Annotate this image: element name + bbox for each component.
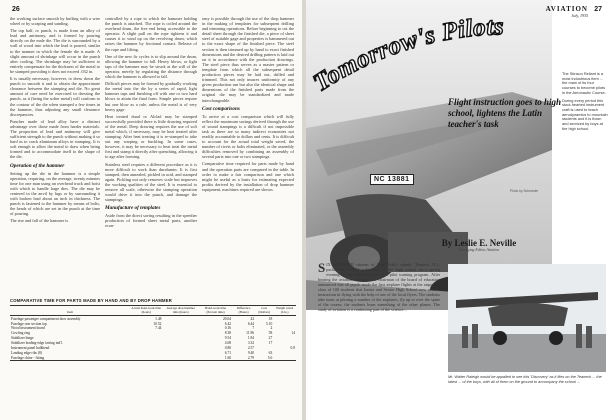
paragraph: Punches made of lead alloy have a distinct advantage over those made from harder materials. The proportion of lead and antimony will give sufficient strength to the punch without making it so hard as to crack aluminum alloys in stamping. It is soft enough to allow the metal to draw when being formed and to accommodate itself to the shape of the die. <box>10 118 100 160</box>
table-header: Weight saved (Lbs.) <box>273 306 296 316</box>
table-cell-value: 17 <box>268 341 273 346</box>
paragraph: Heat treated dural or Alclad may be stamped successfully provided there is little drawing required of the metal. Deep drawing requires the use of soft metal which, if necessary, may be heat treated after stamping. After heat treating it is re-stamped to take out any warping or buckling. In some cases, however, it may be necessary to heat treat the metal first and stamp it directly after quenching, allowing it to age after forming. <box>105 113 197 160</box>
table-cell-value: 6.71 <box>224 350 232 355</box>
comparison-table <box>10 298 296 361</box>
table-title: COMPARATIVE TIME FOR PARTS MADE BY HAND AND BY DROP HAMMER <box>10 298 172 303</box>
paragraph: To arrive at a cost comparison which will fully reflect the maximum savings derived through the use of sound stampings is a difficult if not impossible task as there are so many indirect economies not readily accountable to dollars and cents. It is difficult to account for the actual total weight saved, the number of rivets or bolts eliminated, or the assembly difficulties removed by combining an assembly of several parts into one or two stampings. <box>202 113 294 160</box>
table-cell-value: 1.48 <box>155 316 162 321</box>
table-header: Item <box>10 306 130 316</box>
table-cell-value: 14 <box>291 331 295 336</box>
table-cell-value: 9.40 <box>247 350 255 355</box>
table-cell-value: 20.64 <box>222 316 232 321</box>
table-cell-value: 3.32 <box>247 341 255 346</box>
table-cell-value: 1.84 <box>247 336 255 341</box>
table-cell-value: 7 <box>252 326 255 331</box>
table-cell-value: 7.44 <box>155 326 162 331</box>
photo-credit: Photo by Schroeder <box>510 189 539 193</box>
table-cell-item: Wood instrument board <box>11 326 45 331</box>
table-header: Average drop hammer time (hours) <box>162 306 199 316</box>
table-cell-item: Fuselage rear section top <box>11 321 47 326</box>
section-heading: Cost comparisons <box>202 105 240 112</box>
paragraph: One of the new fir cycles is to slip around the drum, allowing the hammer to fall. Heavy blows, or light taps of the hammer may be struck at the will of the operator, merely by regulating the distance through which the hammer is allowed to fall. <box>105 53 197 80</box>
paragraph: omy is possible through the use of the drop hammer in the making of templates for subsequent drilling and trimming operations. Before beginning to cut the detail sheet through the finished die, a piece of sheet steel of suitable gage and properties is hammered out to the exact shape of the finished piece. The steel section is then trimmed up by hand to exact finished dimensions and the desired drilling pattern is laid out on it in accordance with the production drawings. The steel piece thus serves as a master pattern or template from which all the subsequent detail production pieces may be laid out, drilled and trimmed. This not only insures uniformity of any given production run but also the identical shape and dimensions of the finished parts made from the original die may be standardized and made interchangeable. <box>202 16 294 103</box>
section-heading: Operation of the hammer <box>10 162 65 169</box>
right-page <box>306 0 612 420</box>
article-column-2 <box>105 16 197 231</box>
bottom-photo-caption: Mr. Walter Raleigh would be appalled to see this 'Discovery' as it flies on the Teaneck ... the latest ... of the boys, with all of them on the ground to accompany the school ... <box>448 375 602 384</box>
aircraft-registration: NC 13881 <box>370 174 414 185</box>
headline: Tomorrow's Pilots <box>308 13 505 97</box>
table-cell-value: 1.60 <box>199 356 232 361</box>
table-cell-value: 6.42 <box>224 321 232 326</box>
table-cell-value: 8.38 <box>224 331 232 336</box>
page-number-left: 26 <box>12 6 20 13</box>
table-row <box>10 356 296 361</box>
table-cell-value <box>162 356 199 361</box>
article-column-3 <box>202 16 294 194</box>
table-header: Actual hand-work time (hours) <box>130 306 162 316</box>
article-lead <box>318 262 440 312</box>
table-cell-value <box>273 356 296 361</box>
paragraph: Difficult pieces may be formed by gradually working the metal into the die by a series of rapid, light hammer taps and finishing off with one or two hard blows to attain the final form. Simple pieces require but one blow as a rule, unless the metal is of very heavy gage. <box>105 81 197 112</box>
masthead <box>546 5 588 18</box>
drop-cap: S <box>318 260 326 275</box>
table-cell-value: 2.57 <box>247 346 255 351</box>
photo-caption <box>562 72 608 134</box>
byline <box>414 238 544 252</box>
article-column-1 <box>10 16 100 225</box>
paragraph: The top half, or punch, is made from an alloy of lead and antimony, and is formed by pouring directly on the male die. The die is surrounded by a wall of wood into which the lead is poured, similar to the manner in which the female die is made. A slight amount of shrinkage will occur in the punch after cooling. The shrinkage may be sufficient to entirely compensate for the thickness of the metal to be stamped providing it does not exceed .032 in. <box>10 28 100 74</box>
table-cell-value: 5.6 <box>255 356 273 361</box>
left-page <box>0 0 302 420</box>
table-cell-value: 4.68 <box>224 341 232 346</box>
paragraph: Stainless steel requires a different procedure as it is more difficult to work than duralumin. It is first stamped, then annealed, pickled in acid, and stamped again. Pickling not only removes scale but improves the working qualities of the steel. It is essential to remove all scale, otherwise the stamping operation would drive it into the punch, and damage the stampings. <box>105 161 197 203</box>
subheadline: Flight instruction goes to high school, lightens the Latin teacher's task <box>448 97 562 129</box>
table-cell-value: 5.10 <box>265 321 273 326</box>
airplane-ground-illustration <box>448 264 606 372</box>
paragraph: The rise and fall of the hammer is <box>10 218 69 224</box>
paragraph: It is usually necessary, however, to dress down the punch to smooth it and to obtain the approximate clearance between the stamping and die. No great amount of care need be exercised in dressing the punch, as it (being the softer metal) will conform to the contour of the die when stamped a few times in the hammer, thus adjusting any small clearance discrepancies. <box>10 76 100 117</box>
table-cell-item: Stabilizer hinge <box>11 336 34 341</box>
section-heading: Manufacture of templates <box>105 205 161 212</box>
table-cell-item: Instrument panel bulkhead <box>11 346 50 351</box>
paragraph: the working surface smooth by buffing with a wire wheel or by scraping and sanding. <box>10 16 100 27</box>
caption-paragraph: The Stinson Reliant is a most industrious item ... the main of its four courses to become pilots in the Aeronautic Course. <box>562 71 606 95</box>
masthead-date: July, 1935 <box>571 13 588 18</box>
masthead-title: AVIATION <box>545 5 588 13</box>
table-cell-value: 42 <box>250 316 255 321</box>
page-number-right: 27 <box>594 6 602 13</box>
table-cell-value: 2 <box>270 326 273 331</box>
students-airplane-photo <box>448 264 606 372</box>
paragraph: controlled by a rope to which the hammer holding the punch is attached. The rope is coiled around the overhead drum, the free end being accessible to the operator. A slight pull on the rope tightens it and causes it to wind up on the revolving drum, which raises the hammer by frictional contact. Release of the rope and lifting. <box>105 16 197 52</box>
paragraph: Aside from the direct saving resulting in the speedier production of formed sheet metal parts, another econ- <box>105 213 197 229</box>
table-cell-item: Fuselage chine - fitting <box>10 356 130 361</box>
lead-text: IX HUNDRED citizens of New York's suburb, Teaneck, N.J., packed the school auditorium of the high school on a spring evening to hear the proposals of a pilot training program. After hearing the aviation directors, the chairman of the board of education announced that all pupils made the first airplane flights at the airport. A class of 100 students that Junior and Senior High School now receive instruction in flying with the help of one of the local flyers. The students take turns at piloting a number of the airplanes, fly up or over the spine of the course, the students learn something of the other planes. The study of aviation is a continuing part of the science... <box>318 262 440 312</box>
table-header: Difference (Hours) <box>232 306 255 316</box>
paragraph: Comparative time required for parts made by hand and the operation parts are compared in the table. In order to make a fair comparison and one which might be useful as a basis for estimating expected profits derived by the installation of drop hammer equipment, machines required are shown. <box>202 161 294 192</box>
table-cell-value <box>130 356 162 361</box>
table-cell-value: 2.79 <box>232 356 255 361</box>
table-cell-item: Stabilizer leading-edge fairing ind'l. <box>11 341 63 346</box>
table-cell-value: 0.8 <box>290 346 295 351</box>
table-cell-value: 10.52 <box>153 321 162 326</box>
byline-role: Managing Editor, Aviation <box>458 248 500 252</box>
table-cell-value: 6.44 <box>247 321 255 326</box>
table-cell-value: 0.16 <box>224 326 232 331</box>
table-cell-item: Cowling ring <box>11 331 31 336</box>
paragraph: Setting up the die in the hammer is a simple operation, requiring, on the average, twenty minutes time for one man using an overhead truck and hoist with which to handle large dies. The die may be centered in the anvil by lugs or by surrounding it with broken lead about an inch in thickness. The punch is fastened to the hammer by means of bolts, the heads of which are set in the punch at the time of pouring. <box>10 170 100 217</box>
table-cell-value: 63 <box>268 350 273 355</box>
table-cell-value: 27 <box>268 336 273 341</box>
table-cell-value: 9.54 <box>224 336 232 341</box>
table-cell-value: 11.96 <box>246 331 255 336</box>
table-header: Cost (Dollars) <box>255 306 273 316</box>
byline-name: By Leslie E. Neville <box>441 238 517 248</box>
table-cell-value: 0.80 <box>224 346 232 351</box>
table-cell-value: 58 <box>268 331 273 336</box>
table-cell-value: 18 <box>268 316 273 321</box>
table-cell-item: Fuselage passenger compartment door assembly <box>11 316 81 321</box>
table-cell-item: Landing edge ribs (8) <box>11 350 43 355</box>
table-header: Hand-work time (Percent time) <box>199 306 232 316</box>
caption-paragraph: During every period this stout-hearted instrument craft is used to teach aerodynamics to mountain students and it is flown and serviced by boys at the high school. <box>562 97 608 131</box>
svg-text:Tomorrow's Pilots <box>309 13 505 97</box>
